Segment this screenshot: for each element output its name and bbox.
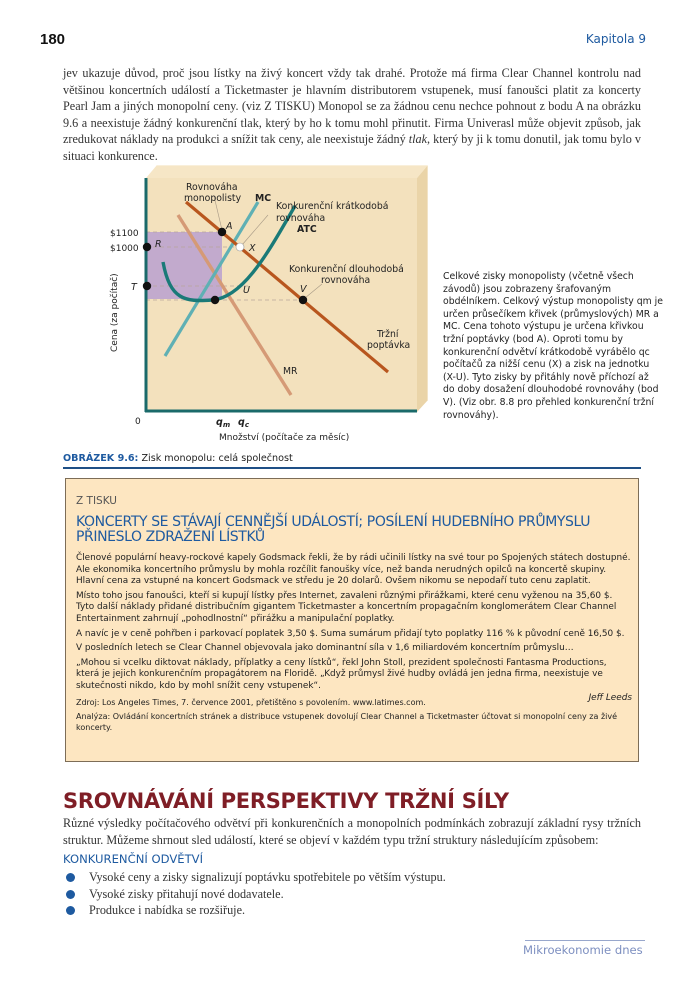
intro-text-1: jev ukazuje důvod, proč jsou lístky na živý koncert vždy tak drahé. Protože má firma Clear Channel kontrolu nad většinou koncertních událostí a Ticketmaster je hlavním distributorem vstupenek, musí fanoušci platit za koncerty Pearl Jam a jiných monopolní ceny. (viz Z TISKU) Monopol se za žádnou cenu nechce pohnout z bodu A na obrázku 9.6 a neexistuje žádný konkurenční tlak, který by ho k tomu mohl přinutit. Firma Univerasl může objevit způsob, jak zredukovat náklady na produkci a snížit tak ceny, ale neexistuje žádný [63, 66, 641, 146]
bullet-icon [66, 873, 75, 882]
press-box [65, 478, 639, 762]
press-source: Zdroj: Los Angeles Times, 7. července 2001, přetištěno s povolením. www.latimes.com. [76, 698, 426, 707]
figure-side-note: Celkové zisky monopolisty (včetně všech závodů) jsou zobrazeny šrafovaným obdélníkem. Celkový výstup monopolisty qm je určen průsečíkem křivek (průmyslových) MR a MC. Cena tohoto výstupu je určena křivkou tržní poptávky (bod A). Oproti tomu by konkurenční odvětví krátkodobě vyrábělo qc počítačů za nižší cenu (X) a zisk na jednotku (X-U). Tyto zisky by přitáhly nově příchozí až do doby dosažení dlouhodobé rovnováhy (bod V). (Viz obr. 8.8 pro přehled konkurenční tržní rovnováhy). [443, 271, 663, 421]
press-paragraph: V posledních letech se Clear Channel objevovala jako dominantní síla v 1,6 miliardovém koncertním průmyslu… [76, 643, 574, 654]
figure-caption [63, 453, 641, 464]
figure-label: OBRÁZEK 9.6: [63, 453, 139, 464]
chapter-title: Kapitola 9 [585, 32, 646, 46]
tick-qm: $q_m$ [216, 417, 231, 429]
tick-1000-dot [143, 243, 151, 251]
page-number: 180 [40, 31, 66, 48]
bullet-icon [66, 890, 75, 899]
section-subtitle: KONKURENČNÍ ODVĚTVÍ [63, 852, 204, 866]
panel-right-bevel [417, 165, 428, 412]
list-item: Vysoké ceny a zisky signalizují poptávku spotřebitele po větším výstupu. [63, 869, 641, 886]
tick-qc: $q_c$ [238, 417, 249, 429]
label-poptavka-1: Tržní [377, 329, 399, 340]
label-kratk-1: Konkurenční krátkodobá [276, 201, 389, 212]
figure-caption-text: Zisk monopolu: celá společnost [141, 453, 293, 464]
press-title: KONCERTY SE STÁVAJÍ CENNĚJŠÍ UDÁLOSTÍ; POSÍLENÍ HUDEBNÍHO PRŮMYSLU PŘINESLO ZDRAŽENÍ LÍSTKŮ [76, 514, 591, 545]
press-body [76, 553, 632, 707]
tick-1100: $1100 [110, 229, 139, 239]
caption-divider [63, 467, 641, 469]
label-mc: MC [255, 193, 272, 204]
tick-t-dot [143, 282, 151, 290]
section-title: SROVNÁVÁNÍ PERSPEKTIVY TRŽNÍ SÍLY [63, 789, 509, 813]
label-point-x: X [249, 243, 256, 254]
tick-1000: $1000 [110, 244, 139, 254]
press-author: Jeff Leeds [588, 692, 632, 703]
x-axis-label: Množství (počítače za měsíc) [219, 433, 350, 443]
point-a [218, 228, 226, 236]
label-dlouh-1: Konkurenční dlouhodobá [289, 264, 404, 275]
label-point-r: R [155, 239, 162, 250]
label-mr: MR [283, 366, 298, 377]
label-rovnovaha-mono-1: Rovnováha [186, 182, 238, 193]
point-u [211, 296, 219, 304]
label-rovnovaha-mono-2: monopolisty [184, 193, 242, 204]
intro-italic: tlak [408, 132, 428, 146]
monopoly-profit-chart [95, 160, 435, 450]
label-poptavka-2: poptávka [367, 340, 411, 351]
press-analysis: Analýza: Ovládání koncertních stránek a distribuce vstupenek dovolují Clear Channel a Ticketmaster účtovat si monopolní ceny za živé koncerty. [76, 712, 618, 732]
label-dlouh-2: rovnováha [321, 275, 371, 286]
section-body: Různé výsledky počítačového odvětví při konkurenčních a monopolních podmínkách zobrazují základní rysy tržních struktur. Můžeme shrnout sled událostí, které se objeví v každém typu tržní struktury následujícím způsobem: [63, 816, 641, 847]
footer-divider [525, 940, 645, 941]
point-v [299, 296, 307, 304]
panel-top-bevel [146, 165, 428, 178]
label-point-u: U [243, 285, 250, 296]
label-point-a: A [226, 221, 233, 232]
press-paragraph: A navíc je v ceně pohřben i parkovací poplatek 3,50 $. Suma sumárum přidají tyto poplatky 116 % k původní ceně 16,50 $. [76, 628, 625, 639]
label-point-v: V [300, 284, 307, 295]
press-paragraph: Místo toho jsou fanoušci, kteří si kupují lístky přes Internet, zavaleni různými přirážkami, které cenu vyženou na 35,60 $. Tyto další náklady přidané distribučním gigantem Ticketmaster a koncertním propagačním konglomerátem Clear Channel Entertainment zahrnují „pohodlnostní“ přirážku a manipulační poplatky. [76, 590, 617, 624]
tick-x-0: 0 [135, 417, 141, 427]
label-kratk-2: rovnováha [276, 213, 326, 224]
press-paragraph: Členové populární heavy-rockové kapely Godsmack řekli, že by rádi učinili lístky na své tour po Spojených státech dostupné. Ale ekonomika koncertního průmyslu by mohla rozčílit fanoušky více, než banda nerudných opilců na koncertě skupiny. Hlavní cena za vstupné na koncert Godsmack ve středu je 20 dolarů. Ovšem nikomu se nepodaří tuto cenu zaplatit. [76, 553, 631, 587]
press-kicker: Z TISKU [76, 495, 117, 507]
list-item: Vysoké zisky přitahují nové dodavatele. [63, 886, 641, 903]
intro-paragraph [63, 65, 641, 164]
footer-book-title: Mikroekonomie dnes [523, 943, 643, 957]
y-axis-label: Cena (za počítač) [110, 273, 120, 352]
label-atc: ATC [297, 224, 317, 235]
press-source-block [76, 697, 632, 736]
point-x [236, 243, 244, 251]
bullet-icon [66, 906, 75, 915]
intro-text-2: , který by ji k tomu donutil, jak tomu bylo v situaci konkurence. [63, 132, 642, 163]
tick-t: T [131, 282, 137, 293]
press-paragraph: „Mohou si vcelku diktovat náklady, příplatky a ceny lístků“, řekl John Stoll, prezident společnosti Fantasma Productions, která je jejich konkurenčním propagátorem na Floridě. „Když průmysl živé hudby ovládá jen jedna firma, neexistuje ve skutečnosti nikdo, kdo by mohl snížit ceny vstupenek“. [76, 657, 607, 691]
list-item: Produkce i nabídka se rozšiřuje. [63, 902, 641, 919]
bullet-list [63, 869, 641, 919]
